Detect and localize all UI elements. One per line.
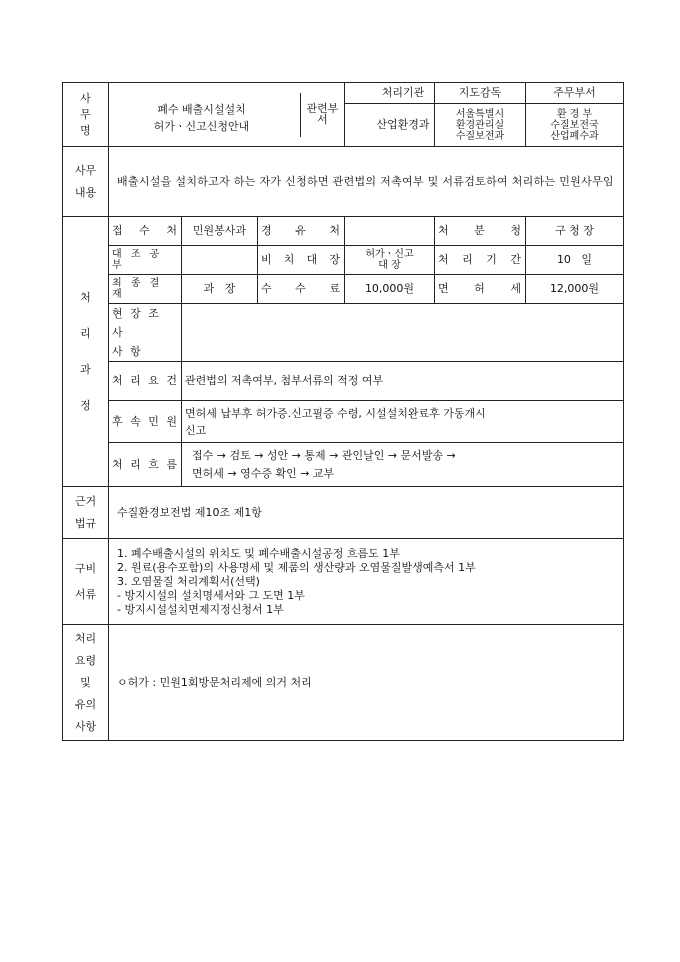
register-value: 허가ㆍ신고 대 장: [345, 246, 435, 275]
office-name-line1: 폐수 배출시설설치: [157, 102, 246, 116]
ledger-label: 대 조 공 부: [109, 246, 182, 275]
processing-agency-header: 처리기관: [345, 83, 435, 104]
notes-text: ㅇ허가 : 민원1회방문처리제에 의거 처리: [109, 625, 624, 741]
requirements-value: 관련법의 저촉여부, 첨부서류의 적정 여부: [182, 362, 624, 401]
supervision-header: 지도감독: [435, 83, 526, 104]
legal-basis-label: 근거 법규: [63, 487, 109, 539]
reception-label: 접 수 처: [109, 217, 182, 246]
related-dept-label: 관련부 서: [300, 93, 344, 137]
period-label: 처 리 기 간: [435, 246, 526, 275]
fee-label: 수 수 료: [258, 275, 345, 304]
content-text: 배출시설을 설치하고자 하는 자가 신청하면 관련법의 저촉여부 및 서류검토하여 처리하는 민원사무임: [109, 147, 624, 217]
final-approval-value: 과 장: [182, 275, 258, 304]
supervision-value: 서울특별시 환경관리실 수질보전과: [435, 104, 526, 147]
civil-affairs-guide: [62, 82, 623, 741]
documents-list: 1. 폐수배출시설의 위치도 및 폐수배출시설공정 흐름도 1부 2. 원료(용수포함)의 사용명세 및 제품의 생산량과 오염물질발생예측서 1부 3. 오염물질 처리계획서(선택) - 방지시설의 설치명세서와 그 도면 1부 - 방지시설설치면제지정신청서 1부: [109, 539, 624, 625]
flow-label: 처 리 흐 름: [109, 443, 182, 487]
reception-value: 민원봉사과: [182, 217, 258, 246]
content-label: 사무 내용: [63, 147, 109, 217]
main-dept-header: 주무부서: [526, 83, 624, 104]
legal-basis-text: 수질환경보전법 제10조 제1항: [109, 487, 624, 539]
ledger-value: [182, 246, 258, 275]
flow-value: 접수 → 검토 → 성안 → 통제 → 관인날인 → 문서발송 → 면허세 → 영수증 확인 → 교부: [182, 443, 624, 487]
disposal-label: 처 분 청: [435, 217, 526, 246]
followup-value: 면허세 납부후 허가증.신고필증 수령, 시설설치완료후 가동개시 신고: [182, 401, 624, 443]
requirements-label: 처 리 요 건: [109, 362, 182, 401]
fee-value: 10,000원: [345, 275, 435, 304]
office-name-label: 사 무 명: [63, 83, 109, 147]
processing-agency-value: 산업환경과: [345, 104, 435, 147]
site-inspection-value: [182, 304, 624, 362]
register-label: 비 치 대 장: [258, 246, 345, 275]
process-label: 처 리 과 정: [63, 217, 109, 487]
via-value: [345, 217, 435, 246]
license-tax-label: 면 허 세: [435, 275, 526, 304]
documents-label: 구비 서류: [63, 539, 109, 625]
office-name-cell: [109, 83, 345, 147]
period-value: 10 일: [526, 246, 624, 275]
site-inspection-label: 현 장 조 사 사 항: [109, 304, 182, 362]
followup-label: 후 속 민 원: [109, 401, 182, 443]
disposal-value: 구 청 장: [526, 217, 624, 246]
main-dept-value: 환 경 부 수질보전국 산업폐수과: [526, 104, 624, 147]
notes-label: 처리 요령 및 유의 사항: [63, 625, 109, 741]
guide-table: [62, 82, 624, 741]
via-label: 경 유 처: [258, 217, 345, 246]
final-approval-label: 최 종 결 재: [109, 275, 182, 304]
license-tax-value: 12,000원: [526, 275, 624, 304]
office-name-line2: 허가ㆍ신고신청안내: [153, 119, 250, 133]
